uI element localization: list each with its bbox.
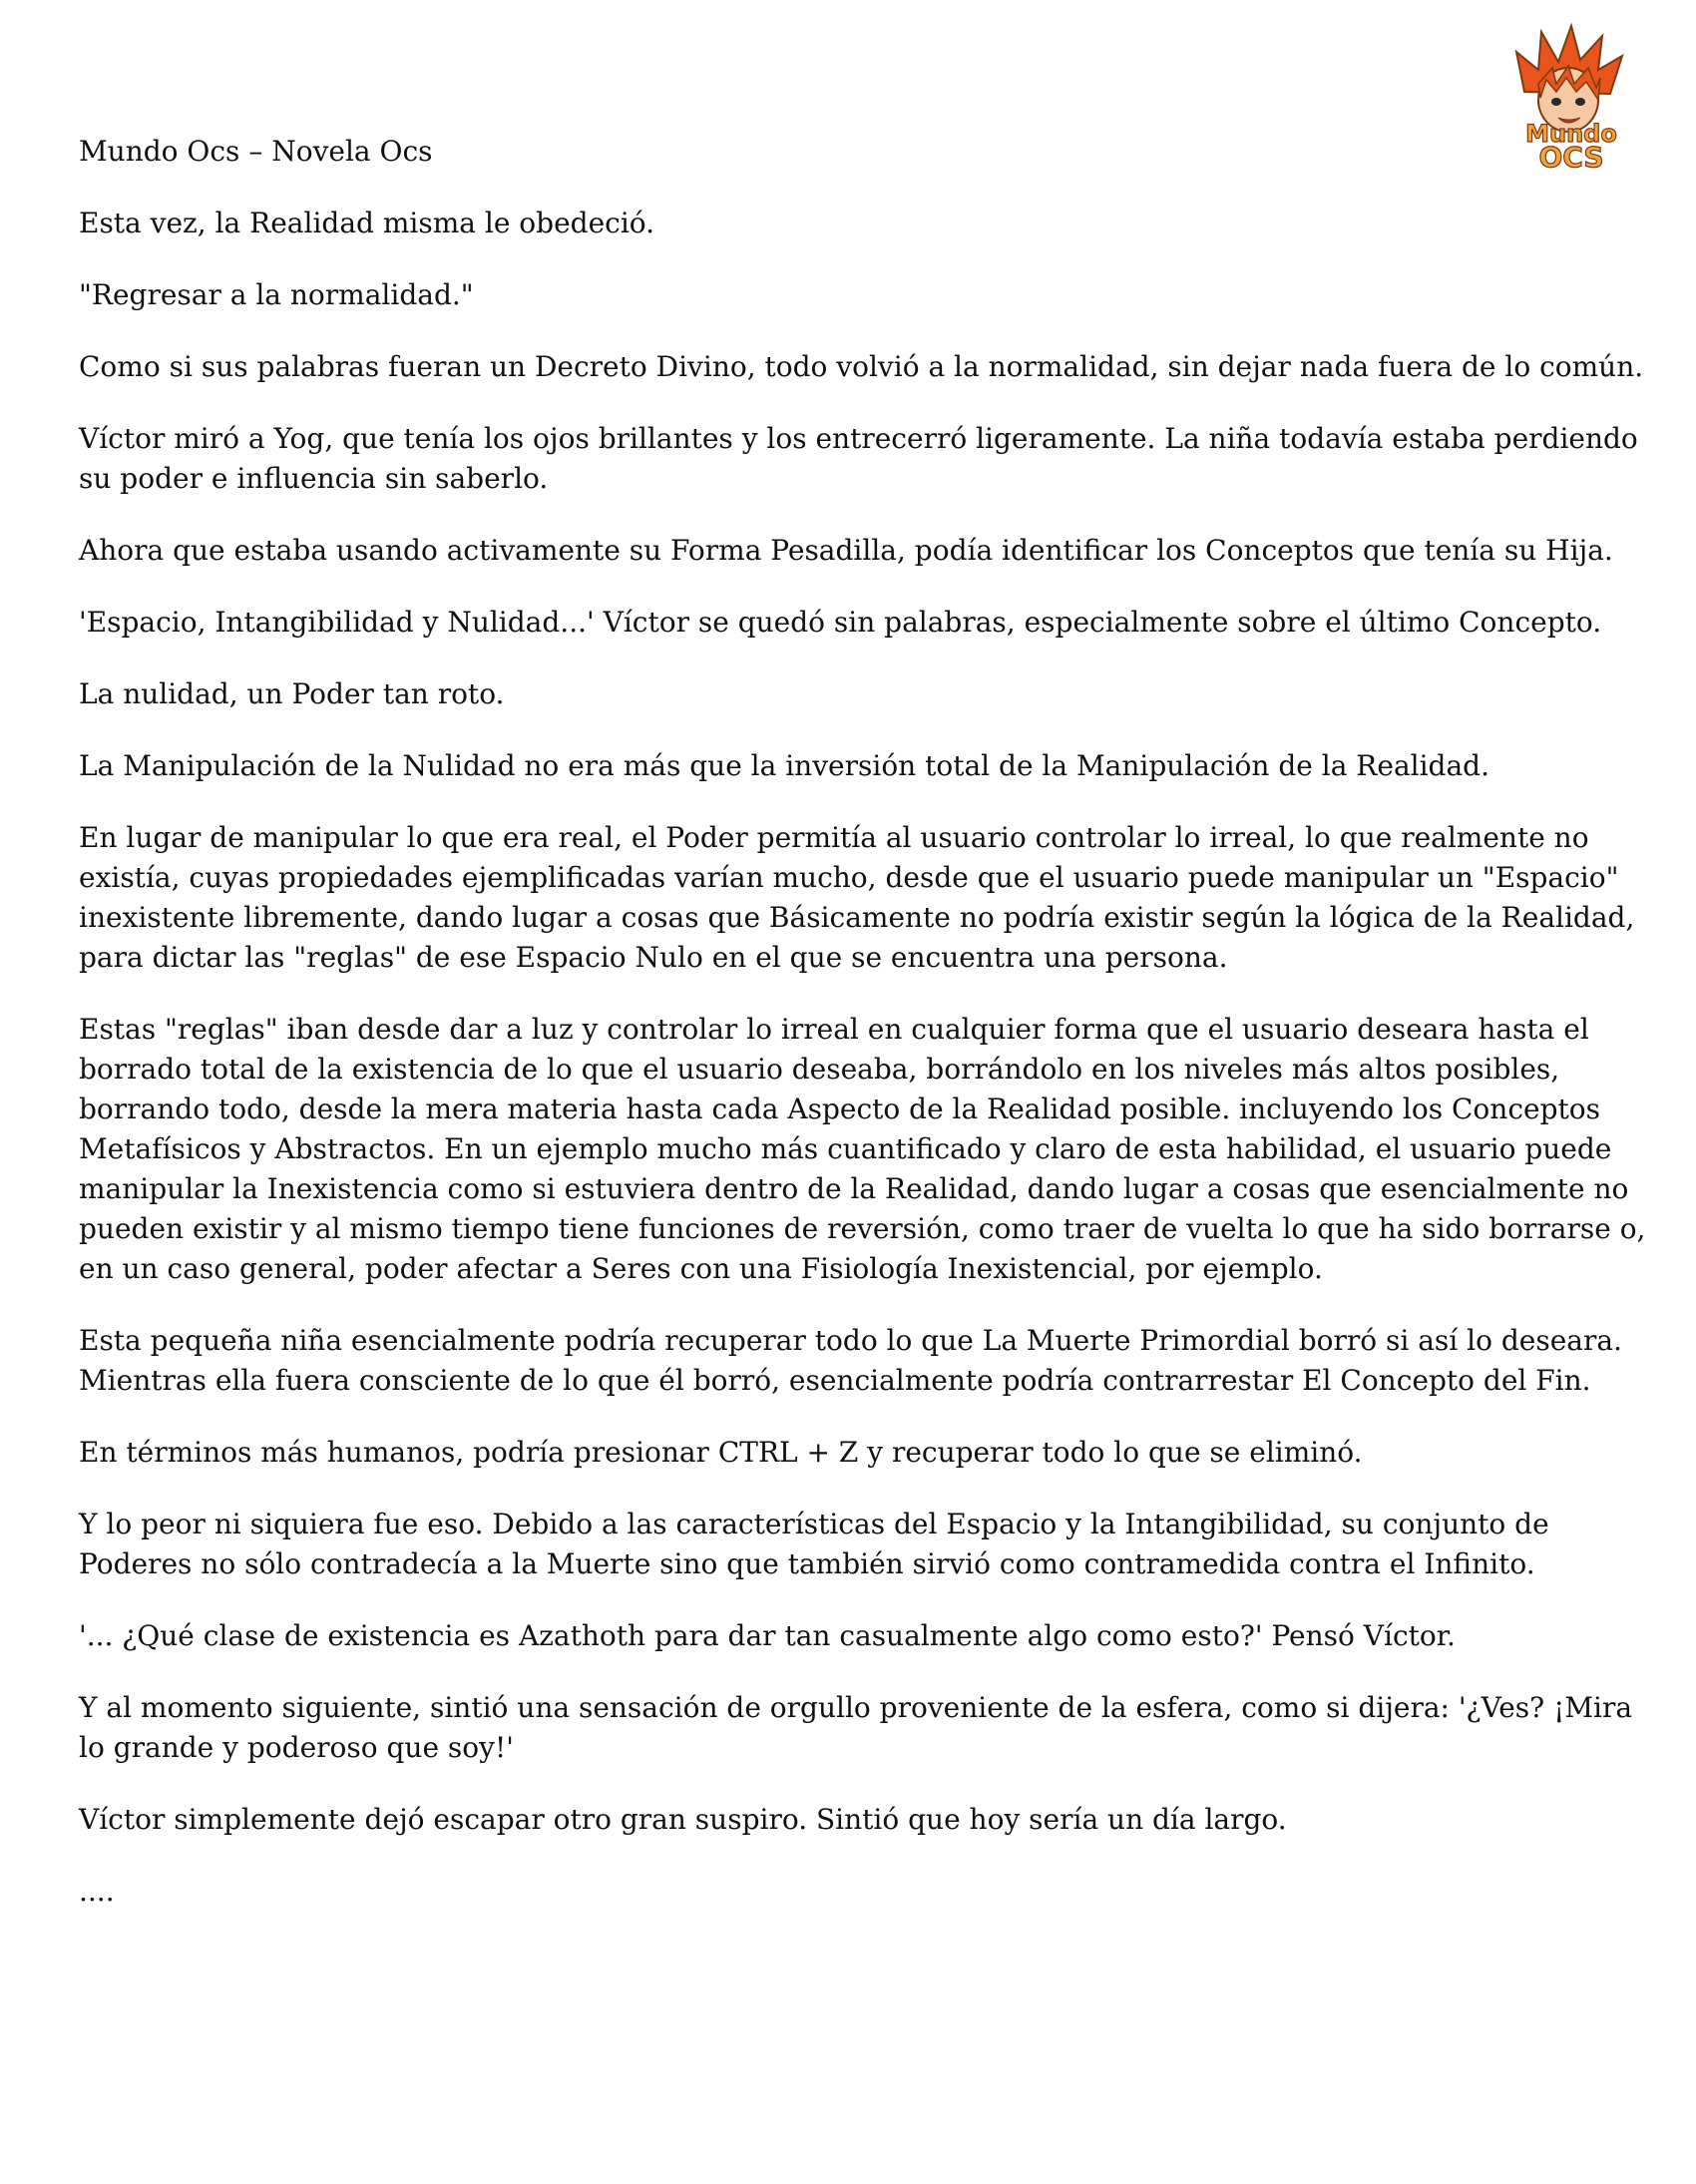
logo-text-top: Mundo — [1525, 120, 1617, 148]
paragraph: La Manipulación de la Nulidad no era más que la inversión total de la Manipulación de la Realidad. — [79, 749, 1489, 782]
paragraph: 'Espacio, Intangibilidad y Nulidad...' Víctor se quedó sin palabras, especialmente sobre el último Concepto. — [79, 606, 1602, 639]
paragraph: Víctor simplemente dejó escapar otro gran suspiro. Sintió que hoy sería un día largo. — [79, 1803, 1287, 1836]
paragraph: '... ¿Qué clase de existencia es Azathoth para dar tan casualmente algo como esto?' Pensó Víctor. — [79, 1619, 1456, 1652]
paragraph: "Regresar a la normalidad." — [79, 278, 474, 311]
paragraph: .... — [79, 1875, 115, 1908]
paragraph: Esta vez, la Realidad misma le obedeció. — [79, 207, 655, 239]
paragraph: En términos más humanos, podría presionar CTRL + Z y recuperar todo lo que se eliminó. — [79, 1436, 1363, 1469]
paragraph: En lugar de manipular lo que era real, el Poder permitía al usuario controlar lo irreal, lo que realmente no existía, cuyas propiedades ejemplificadas varían mucho, desde que el usuario puede manipular un "Espacio" inexistente libremente, dando lugar a cosas que Básicamente no podría existir según la lógica de la Realidad, para dictar las "reglas" de ese Espacio Nulo en el que se encuentra una persona. — [79, 821, 1635, 974]
page-header-title: Mundo Ocs – Novela Ocs — [79, 135, 433, 168]
document-body — [79, 132, 1655, 1944]
paragraph: Esta pequeña niña esencialmente podría recuperar todo lo que La Muerte Primordial borró si así lo deseara. Mientras ella fuera consciente de lo que él borró, esencialmente podría contrarrestar El Concepto del Fin. — [79, 1324, 1622, 1397]
paragraph: Y lo peor ni siquiera fue eso. Debido a las características del Espacio y la Intangibilidad, su conjunto de Poderes no sólo contradecía a la Muerte sino que también sirvió como contramedida contra el Infinito. — [79, 1508, 1549, 1580]
paragraph: Víctor miró a Yog, que tenía los ojos brillantes y los entrecerró ligeramente. La niña todavía estaba perdiendo su poder e influencia sin saberlo. — [79, 422, 1638, 495]
logo-text-bottom: OCS — [1538, 141, 1604, 172]
paragraph: La nulidad, un Poder tan roto. — [79, 677, 505, 710]
paragraph: Y al momento siguiente, sintió una sensación de orgullo proveniente de la esfera, como si dijera: '¿Ves? ¡Mira lo grande y poderoso que soy!' — [79, 1691, 1633, 1764]
paragraph: Como si sus palabras fueran un Decreto Divino, todo volvió a la normalidad, sin dejar nada fuera de lo común. — [79, 350, 1644, 383]
paragraph: Ahora que estaba usando activamente su Forma Pesadilla, podía identificar los Conceptos que tenía su Hija. — [79, 534, 1613, 567]
paragraph: Estas "reglas" iban desde dar a luz y controlar lo irreal en cualquier forma que el usuario deseara hasta el borrado total de la existencia de lo que el usuario deseaba, borrándolo en los niveles más altos posibles, borrando todo, desde la mera materia hasta cada Aspecto de la Realidad posible. incluyendo los Conceptos Metafísicos y Abstractos. En un ejemplo mucho más cuantificado y claro de esta habilidad, el usuario puede manipular la Inexistencia como si estuviera dentro de la Realidad, dando lugar a cosas que esencialmente no pueden existir y al mismo tiempo tiene funciones de reversión, como traer de vuelta lo que ha sido borrarse o, en un caso general, poder afectar a Seres con una Fisiología Inexistencial, por ejemplo. — [79, 1013, 1646, 1285]
